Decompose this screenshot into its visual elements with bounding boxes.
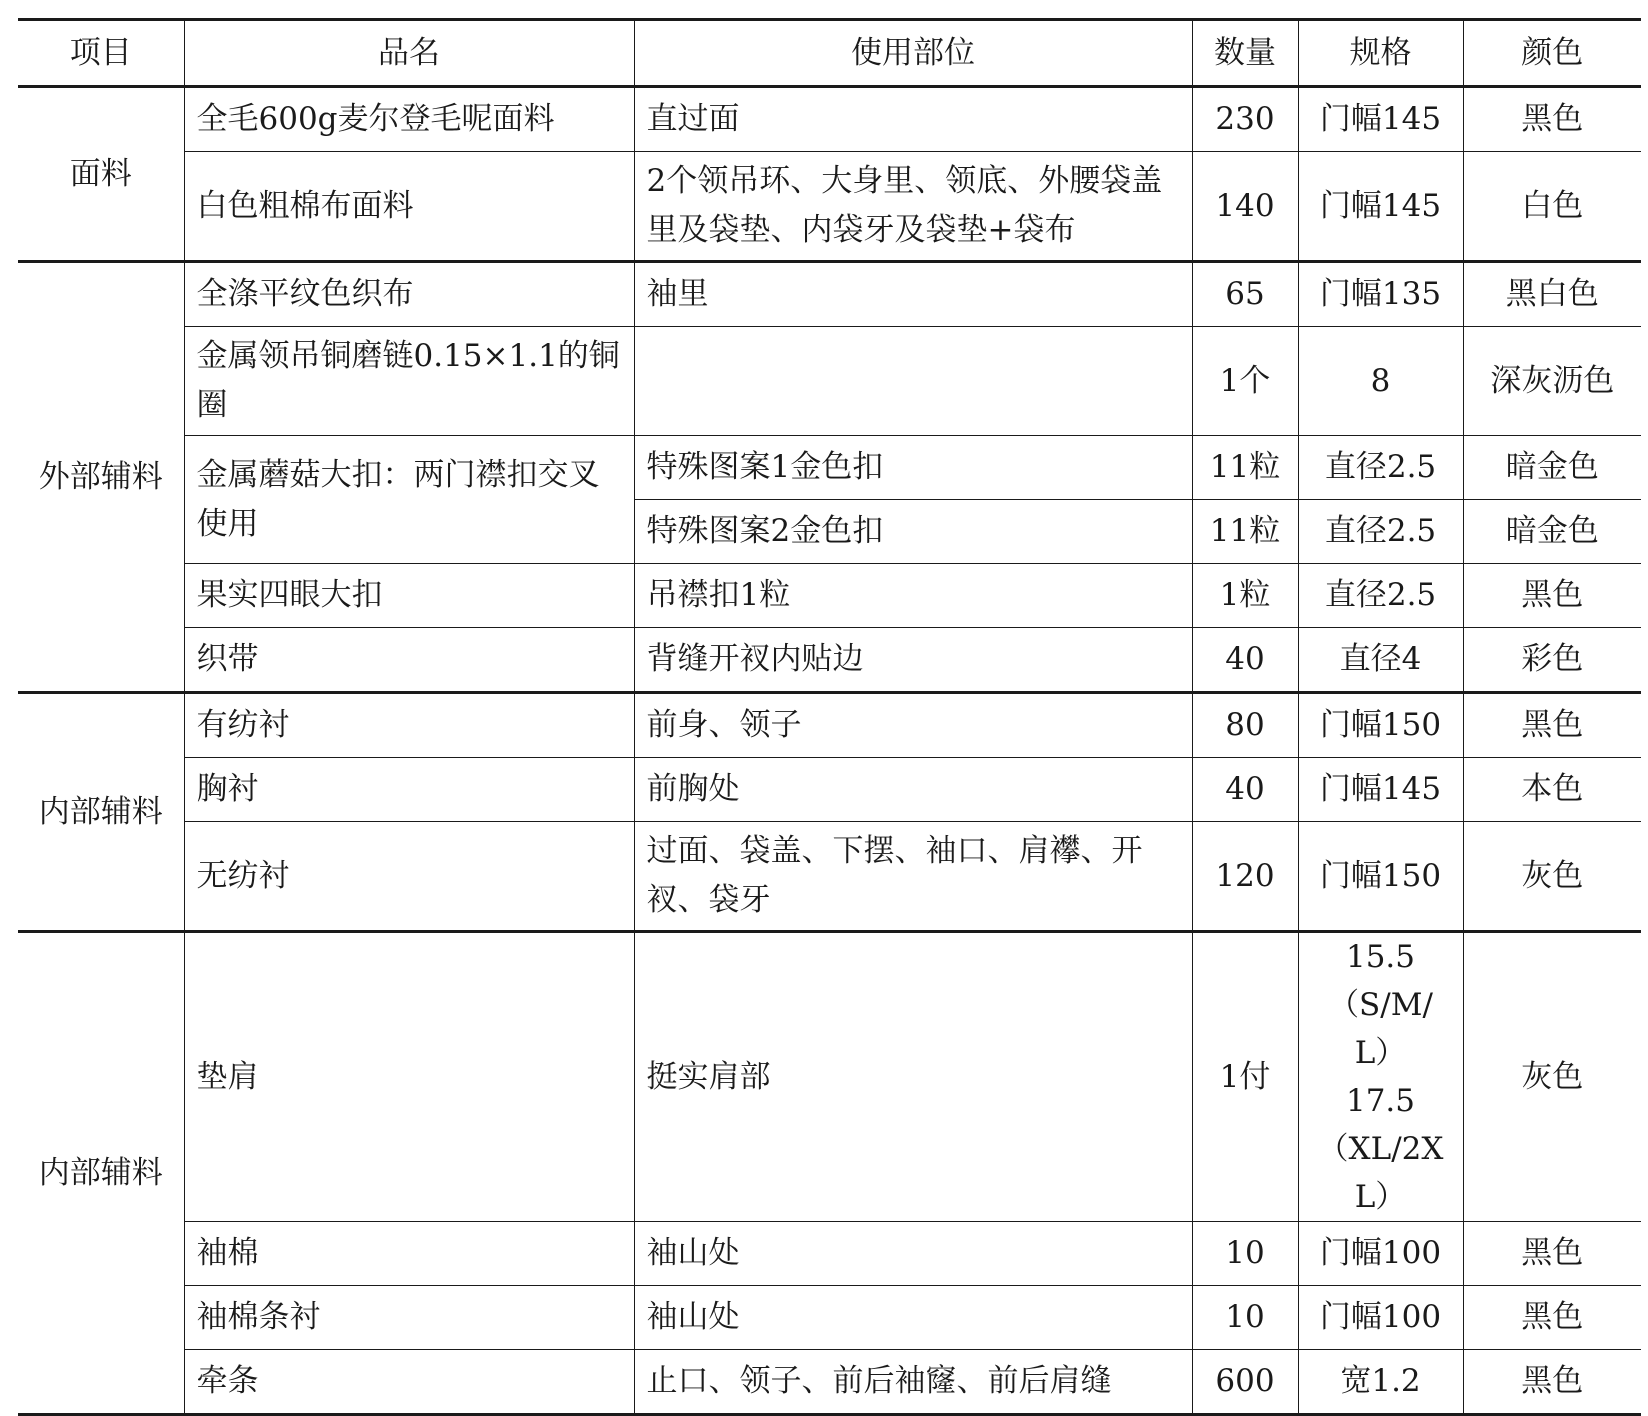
name-cell: 果实四眼大扣 [184, 564, 634, 628]
qty-cell: 140 [1192, 152, 1298, 262]
spec-cell: 门幅145 [1298, 87, 1463, 152]
color-cell: 深灰沥色 [1463, 327, 1641, 436]
color-cell: 彩色 [1463, 628, 1641, 693]
color-cell: 黑色 [1463, 1222, 1641, 1286]
spec-cell: 门幅100 [1298, 1222, 1463, 1286]
qty-cell: 1个 [1192, 327, 1298, 436]
spec-line: （XL/2XL） [1317, 1131, 1444, 1215]
table-row [18, 152, 1641, 262]
spec-cell: 门幅145 [1298, 152, 1463, 262]
name-cell: 袖棉条衬 [184, 1286, 634, 1350]
color-cell: 黑色 [1463, 87, 1641, 152]
qty-cell: 600 [1192, 1350, 1298, 1415]
table-row [18, 1350, 1641, 1415]
color-cell: 灰色 [1463, 822, 1641, 932]
name-cell: 袖棉 [184, 1222, 634, 1286]
qty-cell: 40 [1192, 628, 1298, 693]
name-cell: 牵条 [184, 1350, 634, 1415]
group-external-accessories [18, 262, 1641, 693]
usage-cell: 2个领吊环、大身里、领底、外腰袋盖里及袋垫、内袋牙及袋垫+袋布 [634, 152, 1192, 262]
header-qty: 数量 [1192, 20, 1298, 87]
color-cell: 灰色 [1463, 932, 1641, 1222]
name-cell: 金属领吊铜磨链0.15×1.1的铜圈 [184, 327, 634, 436]
usage-cell: 吊襟扣1粒 [634, 564, 1192, 628]
header-name: 品名 [184, 20, 634, 87]
name-cell: 织带 [184, 628, 634, 693]
qty-cell: 10 [1192, 1286, 1298, 1350]
name-cell: 胸衬 [184, 758, 634, 822]
group-fabric [18, 87, 1641, 262]
qty-cell: 1付 [1192, 932, 1298, 1222]
usage-cell: 袖山处 [634, 1286, 1192, 1350]
usage-cell: 前身、领子 [634, 693, 1192, 758]
color-cell: 黑色 [1463, 1286, 1641, 1350]
qty-cell: 11粒 [1192, 500, 1298, 564]
usage-cell: 过面、袋盖、下摆、袖口、肩襻、开衩、袋牙 [634, 822, 1192, 932]
spec-cell [1298, 932, 1463, 1222]
table-row [18, 932, 1641, 1222]
name-cell: 垫肩 [184, 932, 634, 1222]
name-cell: 金属蘑菇大扣：两门襟扣交叉使用 [184, 436, 634, 564]
materials-table [18, 18, 1641, 1416]
spec-cell: 直径2.5 [1298, 436, 1463, 500]
name-cell: 全涤平纹色织布 [184, 262, 634, 327]
spec-cell: 8 [1298, 327, 1463, 436]
qty-cell: 10 [1192, 1222, 1298, 1286]
spec-cell: 门幅145 [1298, 758, 1463, 822]
qty-cell: 120 [1192, 822, 1298, 932]
name-cell: 无纺衬 [184, 822, 634, 932]
table-row [18, 1286, 1641, 1350]
color-cell: 黑色 [1463, 1350, 1641, 1415]
spec-cell: 门幅150 [1298, 822, 1463, 932]
header-spec: 规格 [1298, 20, 1463, 87]
usage-cell: 特殊图案2金色扣 [634, 500, 1192, 564]
table-row [18, 87, 1641, 152]
color-cell: 暗金色 [1463, 500, 1641, 564]
group-internal-accessories [18, 693, 1641, 932]
name-cell: 白色粗棉布面料 [184, 152, 634, 262]
category-cell: 面料 [18, 87, 184, 262]
table-row [18, 262, 1641, 327]
spec-cell: 门幅135 [1298, 262, 1463, 327]
table-row [18, 822, 1641, 932]
spec-cell: 直径4 [1298, 628, 1463, 693]
qty-cell: 1粒 [1192, 564, 1298, 628]
usage-cell: 背缝开衩内贴边 [634, 628, 1192, 693]
color-cell: 黑色 [1463, 693, 1641, 758]
header-category: 项目 [18, 20, 184, 87]
spec-cell: 门幅100 [1298, 1286, 1463, 1350]
category-cell: 内部辅料 [18, 693, 184, 932]
category-cell: 内部辅料 [18, 932, 184, 1415]
qty-cell: 230 [1192, 87, 1298, 152]
usage-cell: 止口、领子、前后袖窿、前后肩缝 [634, 1350, 1192, 1415]
name-cell: 有纺衬 [184, 693, 634, 758]
color-cell: 黑色 [1463, 564, 1641, 628]
qty-cell: 40 [1192, 758, 1298, 822]
color-cell: 白色 [1463, 152, 1641, 262]
header-row [18, 20, 1641, 87]
usage-cell: 特殊图案1金色扣 [634, 436, 1192, 500]
group-internal-accessories-2 [18, 932, 1641, 1415]
qty-cell: 80 [1192, 693, 1298, 758]
spec-cell: 宽1.2 [1298, 1350, 1463, 1415]
spec-cell: 直径2.5 [1298, 564, 1463, 628]
usage-cell: 袖里 [634, 262, 1192, 327]
table-row [18, 693, 1641, 758]
color-cell: 本色 [1463, 758, 1641, 822]
table-row [18, 327, 1641, 436]
table-row [18, 758, 1641, 822]
usage-cell [634, 327, 1192, 436]
table-row [18, 628, 1641, 693]
color-cell: 黑白色 [1463, 262, 1641, 327]
qty-cell: 11粒 [1192, 436, 1298, 500]
table-row [18, 436, 1641, 500]
spec-line: 17.5 [1345, 1083, 1416, 1119]
usage-cell: 袖山处 [634, 1222, 1192, 1286]
spec-line: （S/M/L） [1328, 987, 1433, 1071]
table-row [18, 1222, 1641, 1286]
table-row [18, 564, 1641, 628]
color-cell: 暗金色 [1463, 436, 1641, 500]
category-cell: 外部辅料 [18, 262, 184, 693]
spec-cell: 直径2.5 [1298, 500, 1463, 564]
header-usage: 使用部位 [634, 20, 1192, 87]
usage-cell: 前胸处 [634, 758, 1192, 822]
name-cell: 全毛600g麦尔登毛呢面料 [184, 87, 634, 152]
usage-cell: 直过面 [634, 87, 1192, 152]
usage-cell: 挺实肩部 [634, 932, 1192, 1222]
header-color: 颜色 [1463, 20, 1641, 87]
spec-cell: 门幅150 [1298, 693, 1463, 758]
spec-line: 15.5 [1345, 939, 1416, 975]
qty-cell: 65 [1192, 262, 1298, 327]
